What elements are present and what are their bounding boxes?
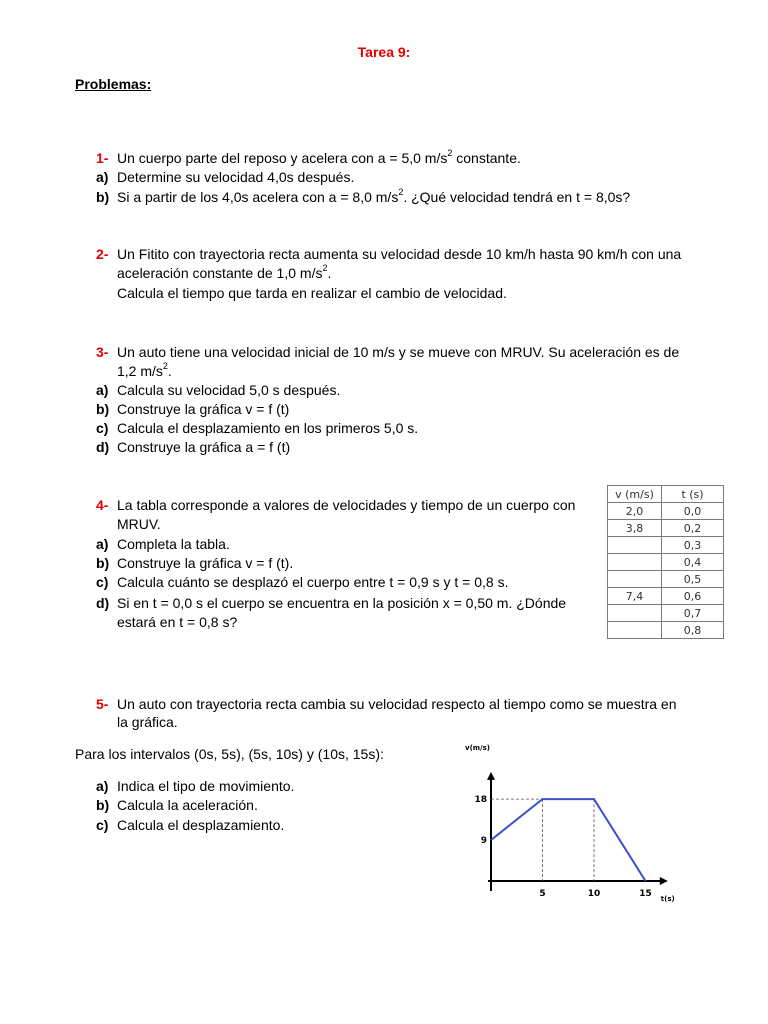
- item-label: b): [96, 401, 110, 417]
- table-cell: 0,7: [662, 605, 724, 622]
- table-row: [608, 588, 724, 605]
- item-text: Si en t = 0,0 s el cuerpo se encuentra en la posición x = 0,50 m. ¿Dónde: [117, 595, 567, 611]
- problem-statement-line: Un Fitito con trayectoria recta aumenta su velocidad desde 10 km/h hasta 90 km/h con una: [117, 246, 682, 262]
- item-text: Determine su velocidad 4,0s después.: [117, 169, 355, 185]
- item-text: Calcula el desplazamiento.: [117, 817, 285, 833]
- item-text: Construye la gráfica a = f (t): [117, 439, 291, 455]
- table-row: [608, 605, 724, 622]
- item-text: Indica el tipo de movimiento.: [117, 778, 295, 794]
- x-tick-label: 10: [587, 889, 601, 899]
- x-tick-label: 15: [639, 889, 652, 899]
- table-cell: 7,4: [608, 588, 662, 605]
- problem-statement-line: MRUV.: [117, 516, 161, 532]
- item-text: Construye la gráfica v = f (t).: [117, 555, 294, 571]
- y-axis-label: v(m/s): [465, 744, 490, 752]
- problem-number: 4-: [96, 497, 109, 513]
- table-row: [608, 537, 724, 554]
- table-cell: [608, 622, 662, 639]
- intervals-text: Para los intervalos (0s, 5s), (5s, 10s) y (10s, 15s):: [75, 746, 384, 762]
- item-text: Calcula la aceleración.: [117, 797, 258, 813]
- page-title: Tarea 9:: [357, 44, 411, 60]
- item-label: c): [96, 420, 109, 436]
- problem-statement: Un cuerpo parte del reposo y acelera con a = 5,0 $m/s^2$ constante.: [117, 148, 521, 166]
- table-row: [608, 520, 724, 537]
- table-cell: [608, 571, 662, 588]
- item-label: b): [96, 189, 110, 205]
- table-cell: 0,3: [662, 537, 724, 554]
- item-label: b): [96, 555, 110, 571]
- item-text: Completa la tabla.: [117, 536, 230, 552]
- table-cell: [608, 554, 662, 571]
- table-cell: 2,0: [608, 503, 662, 520]
- table-cell: 0,6: [662, 588, 724, 605]
- item-text-continuation: estará en t = 0,8 s?: [117, 614, 238, 630]
- problem-statement-line: aceleración constante de 1,0 $m/s^2$.: [117, 263, 332, 281]
- column-header: v (m/s): [608, 486, 662, 503]
- velocity-time-chart: [460, 735, 710, 910]
- y-tick-label: 18: [474, 795, 487, 806]
- item-label: a): [96, 536, 109, 552]
- item-label: a): [96, 778, 109, 794]
- statement-text-end: .: [327, 265, 332, 281]
- table-row: [608, 503, 724, 520]
- problem-statement-line: 1,2 $m/s^2$.: [117, 361, 172, 379]
- item-label: d): [96, 439, 110, 455]
- statement-text-end: constante.: [452, 150, 521, 166]
- problem-number: 1-: [96, 150, 109, 166]
- problem-number: 5-: [96, 696, 109, 712]
- x-tick-label: 5: [539, 889, 546, 899]
- problem-number: 2-: [96, 246, 109, 262]
- table-row: [608, 622, 724, 639]
- table-cell: 0,5: [662, 571, 724, 588]
- series-line: [491, 799, 646, 881]
- table-row: [608, 554, 724, 571]
- table-cell: 0,0: [662, 503, 724, 520]
- item-text: Calcula cuánto se desplazó el cuerpo entre t = 0,9 s y t = 0,8 s.: [117, 574, 509, 590]
- table-row: [608, 571, 724, 588]
- statement-text: Un cuerpo parte del reposo y acelera con a = 5,0 m/s: [117, 150, 448, 166]
- item-label: c): [96, 817, 109, 833]
- item-label: b): [96, 797, 110, 813]
- problem-statement-line: Calcula el tiempo que tarda en realizar el cambio de velocidad.: [117, 285, 507, 301]
- statement-text: 1,2 m/s: [117, 363, 163, 379]
- velocity-time-table: [607, 485, 724, 639]
- item-label: a): [96, 169, 109, 185]
- problem-statement-line: la gráfica.: [117, 714, 178, 730]
- problem-statement-line: La tabla corresponde a valores de velocidades y tiempo de un cuerpo con: [117, 497, 576, 513]
- problem-statement-line: Un auto tiene una velocidad inicial de 10 m/s y se mueve con MRUV. Su aceleración es de: [117, 344, 680, 360]
- section-heading: Problemas:: [75, 76, 152, 92]
- table-header-row: [608, 486, 724, 503]
- column-header: t (s): [662, 486, 724, 503]
- y-tick-label: 9: [480, 836, 487, 847]
- problem-statement-line: Un auto con trayectoria recta cambia su velocidad respecto al tiempo como se muestra en: [117, 696, 677, 712]
- y-axis-arrow: [487, 772, 495, 780]
- table-cell: 3,8: [608, 520, 662, 537]
- item-text: Calcula el desplazamiento en los primeros 5,0 s.: [117, 420, 419, 436]
- item-text-part: . ¿Qué velocidad tendrá en t = 8,0s?: [403, 189, 631, 205]
- statement-text: aceleración constante de 1,0 m/s: [117, 265, 323, 281]
- x-axis-arrow: [660, 877, 668, 885]
- item-label: d): [96, 595, 110, 611]
- item-text: Construye la gráfica v = f (t): [117, 401, 290, 417]
- statement-text-end: .: [167, 363, 172, 379]
- item-label: a): [96, 382, 109, 398]
- item-text: Calcula su velocidad 5,0 s después.: [117, 382, 341, 398]
- x-axis-label: t(s): [660, 895, 675, 903]
- problem-number: 3-: [96, 344, 109, 360]
- item-text-part: Si a partir de los 4,0s acelera con a = 8,0 m/s: [117, 189, 399, 205]
- item-label: c): [96, 574, 109, 590]
- table-cell: 0,4: [662, 554, 724, 571]
- item-text: Si a partir de los 4,0s acelera con a = 8,0 $m/s^2$. ¿Qué velocidad tendrá en t = 8,0s?: [117, 187, 631, 205]
- table-cell: [608, 605, 662, 622]
- table-cell: [608, 537, 662, 554]
- table-cell: 0,2: [662, 520, 724, 537]
- table-cell: 0,8: [662, 622, 724, 639]
